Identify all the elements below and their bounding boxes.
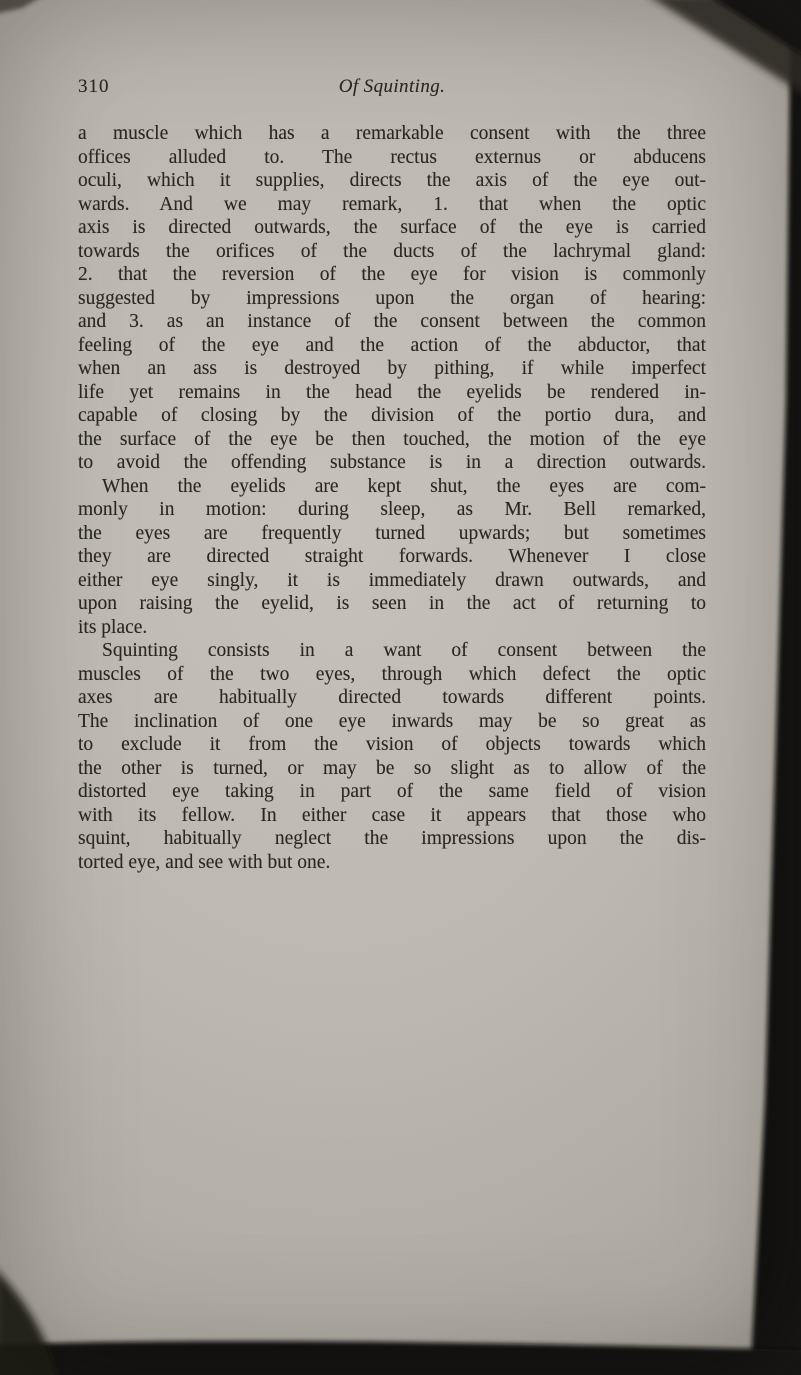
text-line: towards the orifices of the ducts of the lachrymal gland: bbox=[78, 240, 706, 262]
page-header bbox=[78, 76, 706, 102]
top-right-corner-dark bbox=[706, 0, 801, 58]
text-line: monly in motion: during sleep, as Mr. Bell remarked, bbox=[78, 499, 706, 520]
text-line: to exclude it from the vision of objects towards which bbox=[78, 734, 706, 755]
text-line: suggested by impressions upon the organ of hearing: bbox=[78, 287, 706, 309]
paragraph bbox=[78, 122, 706, 475]
text-body bbox=[78, 122, 706, 874]
bottom-left-corner-shadow bbox=[0, 1268, 58, 1375]
text-line: Squinting consists in a want of consent between the bbox=[102, 640, 706, 661]
paragraph bbox=[78, 639, 706, 874]
text-line: distorted eye taking in part of the same field of vision bbox=[78, 781, 706, 802]
text-line: muscles of the two eyes, through which defect the optic bbox=[78, 663, 706, 685]
text-line: axis is directed outwards, the surface of the eye is carried bbox=[78, 217, 706, 238]
text-line: life yet remains in the head the eyelids be rendered in- bbox=[78, 381, 706, 403]
text-line: upon raising the eyelid, is seen in the act of returning to bbox=[78, 593, 706, 614]
text-line: its place. bbox=[78, 616, 148, 638]
text-line: the eyes are frequently turned upwards; but sometimes bbox=[78, 522, 706, 544]
text-line: torted eye, and see with but one. bbox=[78, 851, 331, 873]
text-line: When the eyelids are kept shut, the eyes are com- bbox=[102, 475, 706, 497]
page-content bbox=[78, 76, 706, 874]
running-title: Of Squinting. bbox=[338, 76, 446, 97]
text-line: the other is turned, or may be so slight as to allow of the bbox=[78, 757, 706, 779]
text-line: offices alluded to. The rectus externus or abducens bbox=[78, 146, 706, 168]
text-line: with its fellow. In either case it appears that those who bbox=[78, 804, 706, 826]
text-line: feeling of the eye and the action of the abductor, that bbox=[78, 334, 706, 356]
text-line: the surface of the eye be then touched, the motion of the eye bbox=[78, 428, 706, 450]
text-line: to avoid the offending substance is in a direction outwards. bbox=[78, 452, 706, 473]
bottom-edge-shadow bbox=[0, 1341, 801, 1375]
paragraph bbox=[78, 475, 706, 640]
text-line: oculi, which it supplies, directs the axis of the eye out- bbox=[78, 170, 706, 191]
text-line: 2. that the reversion of the eye for vision is commonly bbox=[78, 264, 706, 285]
text-line: axes are habitually directed towards different points. bbox=[78, 687, 706, 708]
text-line: either eye singly, it is immediately drawn outwards, and bbox=[78, 569, 706, 591]
text-line: and 3. as an instance of the consent between the common bbox=[78, 311, 706, 332]
text-line: when an ass is destroyed by pithing, if while imperfect bbox=[78, 358, 706, 379]
text-line: wards. And we may remark, 1. that when the optic bbox=[78, 193, 706, 215]
text-line: The inclination of one eye inwards may be so great as bbox=[78, 710, 706, 732]
text-line: capable of closing by the division of the portio dura, and bbox=[78, 405, 706, 426]
page-number: 310 bbox=[78, 76, 110, 97]
text-line: a muscle which has a remarkable consent with the three bbox=[78, 123, 706, 144]
text-line: squint, habitually neglect the impressions upon the dis- bbox=[78, 828, 706, 849]
right-edge-shadow bbox=[750, 0, 801, 1375]
top-left-edge-mark bbox=[0, 0, 46, 14]
text-line: they are directed straight forwards. Whenever I close bbox=[78, 546, 706, 567]
